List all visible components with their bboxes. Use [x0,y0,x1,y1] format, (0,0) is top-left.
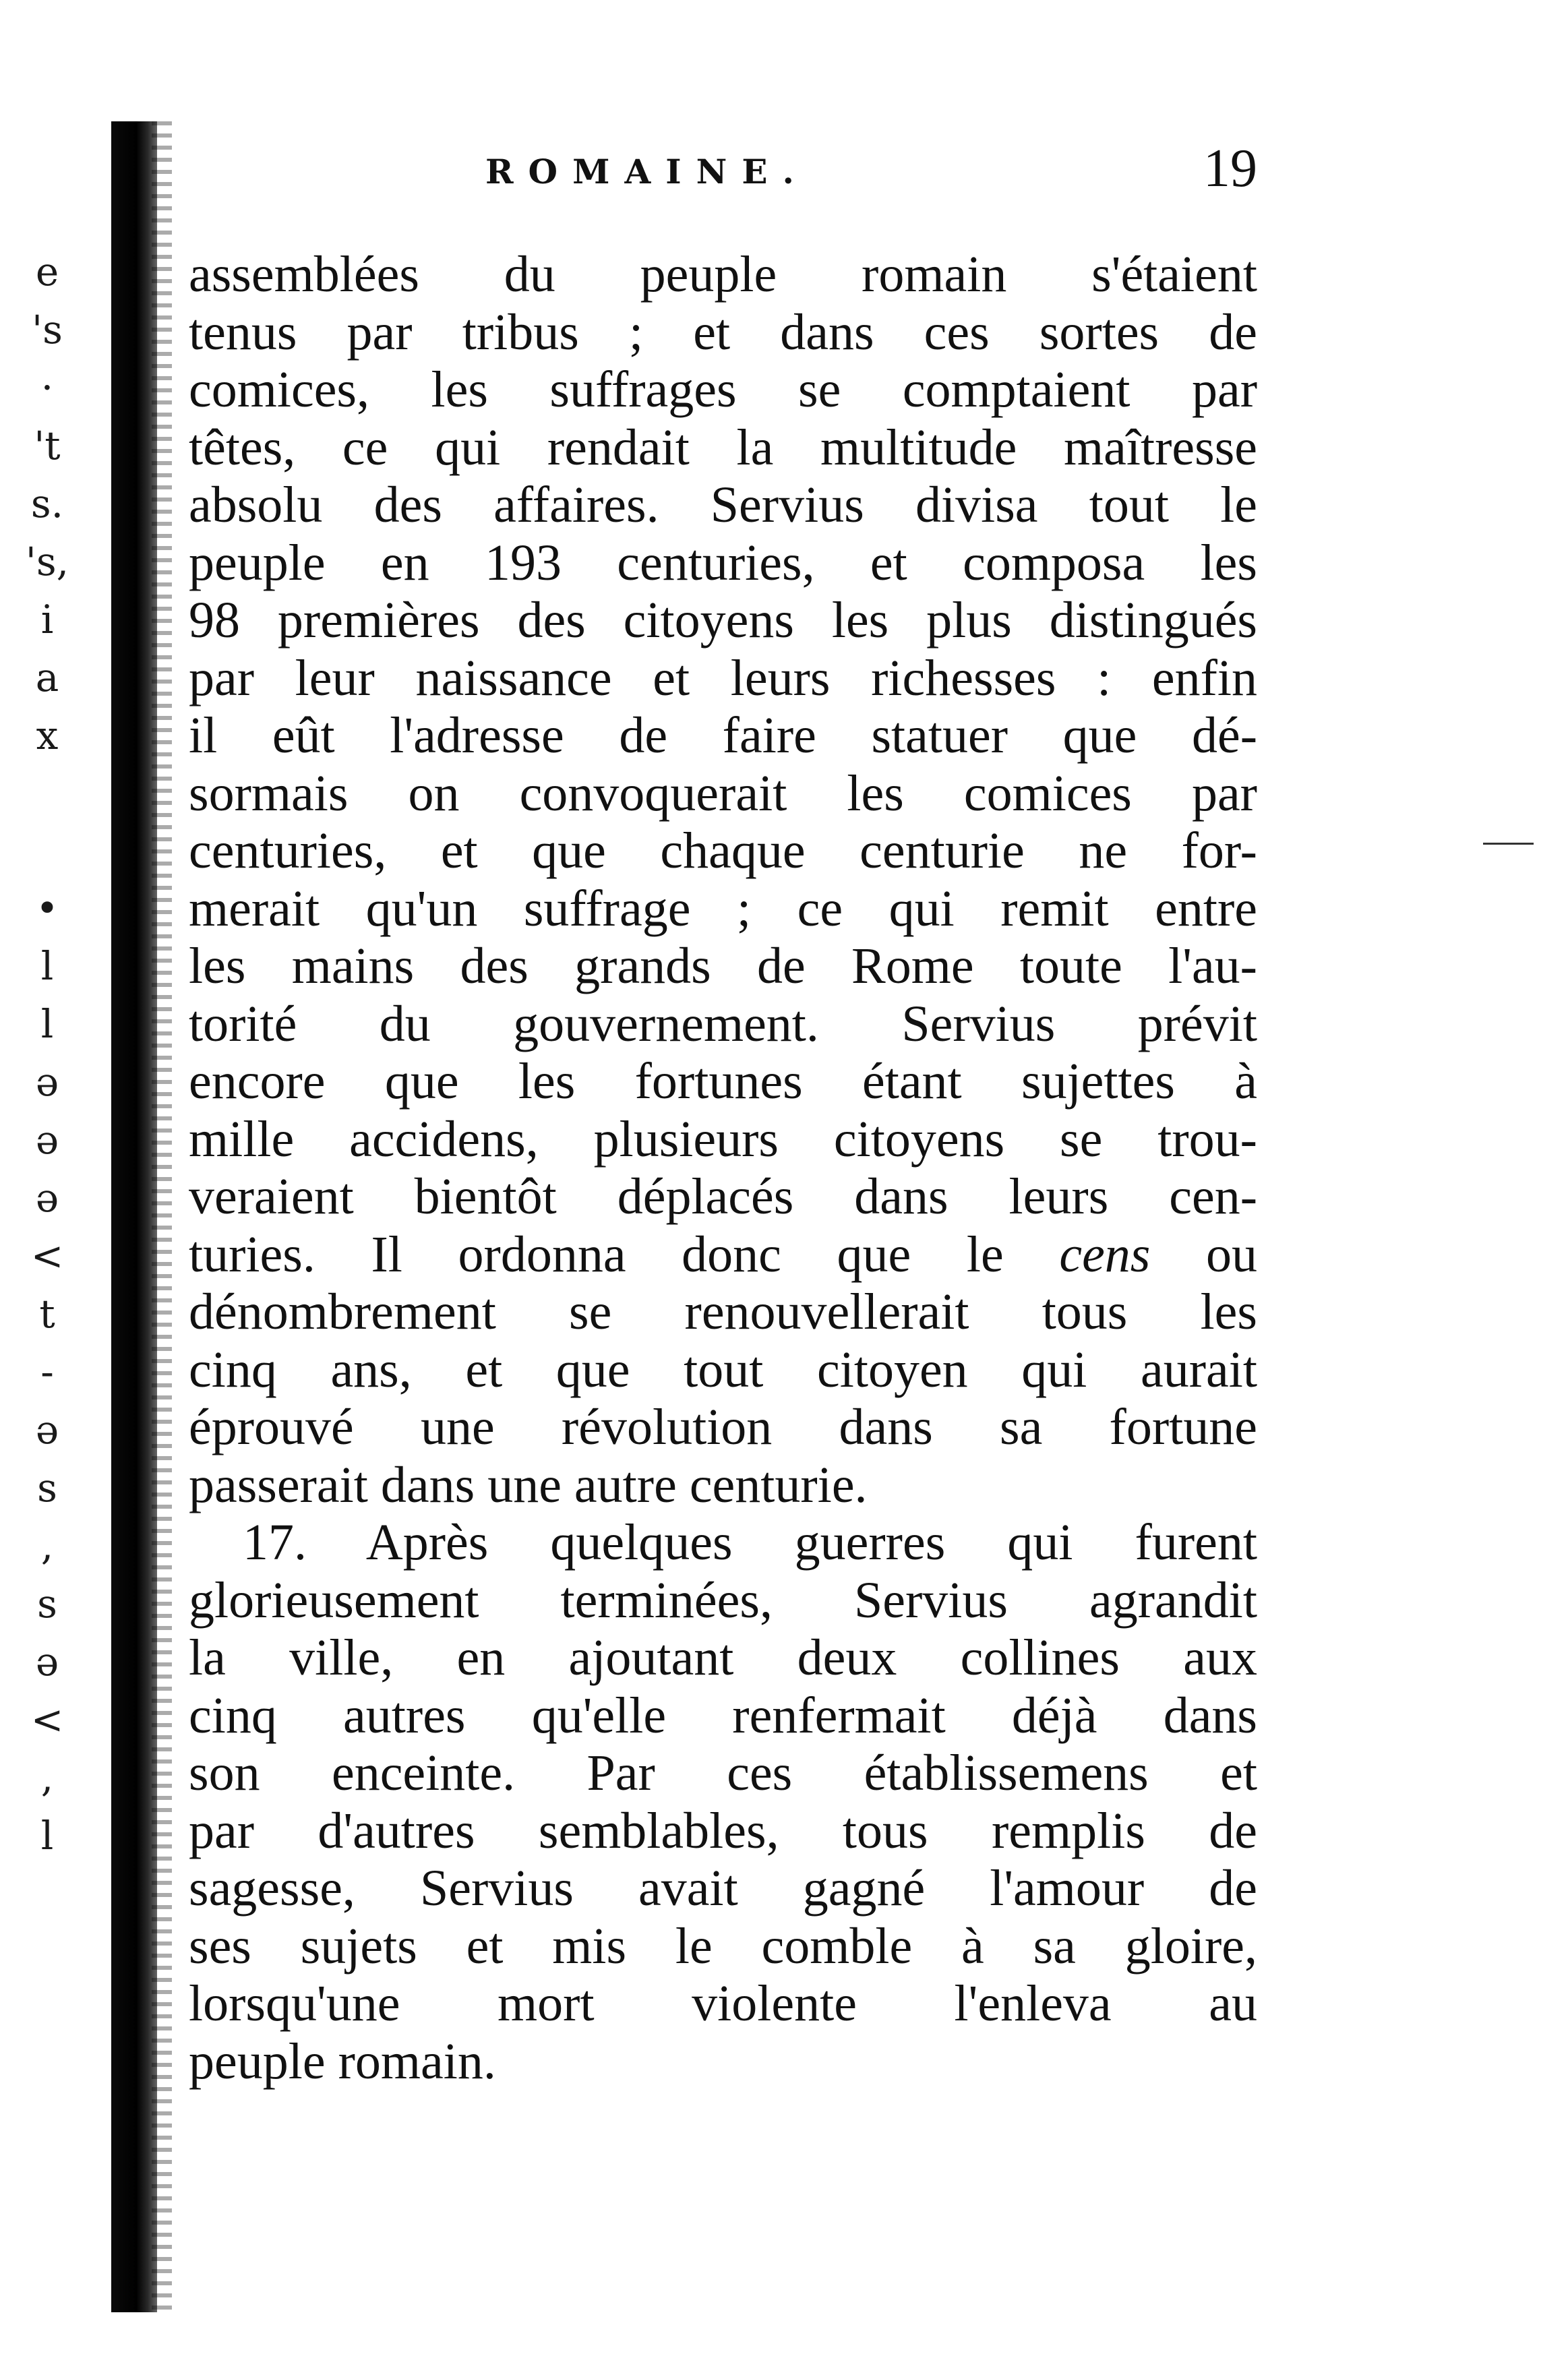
text-line-with-italic [189,1226,1257,1284]
bleed-char: 't [34,423,61,469]
bleed-char: l [40,1813,54,1859]
text-line: torité du gouvernement. Servius prévit [189,995,1257,1052]
text-line: peuple en 193 centuries, et composa les [189,534,1257,591]
bleed-char: , [40,1523,54,1569]
italic-term: cens [1059,1226,1151,1283]
running-header: ROMAINE. [485,152,809,191]
text-line: glorieusement terminées, Servius agrandit [189,1571,1257,1629]
bleed-char: e [35,249,59,295]
bleed-char: i [40,597,54,642]
bleed-char: t [39,1291,55,1337]
body-text [189,246,1257,2090]
text-line: veraient bientôt déplacés dans leurs cen- [189,1168,1257,1225]
bleed-char: - [40,1349,54,1395]
text-line: sormais on convoquerait les comices par [189,764,1257,822]
text-line: tenus par tribus ; et dans ces sortes de [189,303,1257,361]
text-line: 98 premières des citoyens les plus distingués [189,592,1257,649]
binding-gutter [111,121,157,2312]
text-line: éprouvé une révolution dans sa fortune [189,1399,1257,1455]
text-line: cinq autres qu'elle renfermait déjà dans [189,1687,1257,1744]
text-line: mille accidens, plusieurs citoyens se trou- [189,1110,1257,1168]
text-fragment: ou [1206,1226,1258,1283]
bleed-char: s [37,1465,57,1511]
bleed-char: < [30,1233,64,1279]
bleed-char: ə [35,1639,59,1685]
text-line: la ville, en ajoutant deux collines aux [189,1629,1257,1686]
bleed-char: a [35,655,59,700]
bleed-char: ə [35,1407,59,1453]
bleed-char: , [40,1755,54,1801]
bleed-char: • [35,885,59,931]
text-line: têtes, ce qui rendait la multitude maîtresse [189,419,1257,476]
text-line: ses sujets et mis le comble à sa gloire, [189,1917,1257,1975]
text-line: cinq ans, et que tout citoyen qui aurait [189,1341,1257,1398]
bleed-char: < [30,1697,64,1743]
margin-dash [1483,843,1534,845]
text-line: absolu des affaires. Servius divisa tout le [189,477,1257,533]
text-line: peuple romain. [189,2032,496,2090]
bleed-char: l [40,943,54,989]
text-line: centuries, et que chaque centurie ne for- [189,822,1257,879]
text-line: encore que les fortunes étant sujettes à [189,1053,1257,1110]
bleed-char: l [40,1001,54,1047]
facing-page-bleed-through [10,243,84,1865]
text-line: par d'autres semblables, tous remplis de [189,1802,1257,1859]
bleed-char: 's [32,307,63,353]
text-line: les mains des grands de Rome toute l'au- [189,938,1257,994]
text-line: dénombrement se renouvellerait tous les [189,1284,1257,1340]
text-line: passerait dans une autre centurie. [189,1456,868,1513]
text-line: son enceinte. Par ces établissemens et [189,1745,1257,1801]
text-line: merait qu'un suffrage ; ce qui remit entre [189,880,1257,937]
text-line: assemblées du peuple romain s'étaient [189,246,1257,303]
text-line: il eût l'adresse de faire statuer que dé- [189,707,1257,764]
bleed-char: s [37,1581,57,1627]
text-fragment: turies. Il ordonna donc que le [189,1226,1004,1283]
text-line: sagesse, Servius avait gagné l'amour de [189,1860,1257,1917]
binding-shadow [152,121,172,2312]
bleed-char: ə [35,1059,59,1105]
text-line: comices, les suffrages se comptaient par [189,361,1257,418]
bleed-char: x [36,713,59,758]
text-line: lorsqu'une mort violente l'enleva au [189,1975,1257,2032]
text-line: par leur naissance et leurs richesses : enfin [189,649,1257,706]
bleed-char: 's, [25,539,69,584]
bleed-char: · [40,365,54,411]
bleed-char: s. [30,481,64,526]
bleed-char: ə [35,1175,59,1221]
page-number: 19 [1203,139,1257,198]
bleed-char: ə [35,1117,59,1163]
paragraph-start-line: 17. Après quelques guerres qui furent [243,1514,1257,1571]
